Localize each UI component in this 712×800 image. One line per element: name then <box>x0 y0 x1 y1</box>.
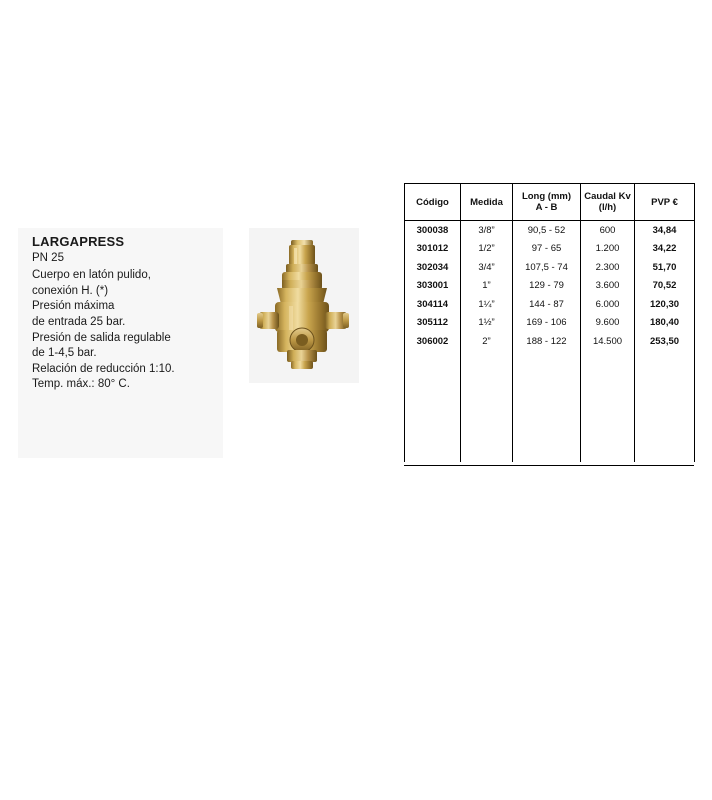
cell-medida: 1” <box>461 277 513 296</box>
empty-cell <box>635 443 695 462</box>
cell-medida: 1/2” <box>461 240 513 259</box>
empty-cell <box>461 388 513 407</box>
empty-cell <box>461 351 513 370</box>
cell-long: 144 - 87 <box>513 295 581 314</box>
description-line: Cuerpo en latón pulido, <box>32 269 151 282</box>
empty-cell <box>513 388 581 407</box>
empty-cell <box>581 388 635 407</box>
empty-cell <box>581 406 635 425</box>
table-empty-row <box>405 388 695 407</box>
empty-cell <box>513 351 581 370</box>
description-line: de entrada 25 bar. <box>32 315 126 328</box>
cell-codigo: 305112 <box>405 314 461 333</box>
cell-long: 169 - 106 <box>513 314 581 333</box>
column-header-caudal <box>581 184 635 221</box>
header-line-1: Caudal Kv <box>584 191 631 202</box>
table-empty-row <box>405 369 695 388</box>
cell-pvp: 34,22 <box>635 240 695 259</box>
empty-cell <box>461 406 513 425</box>
cell-long: 129 - 79 <box>513 277 581 296</box>
cell-medida: 1¼” <box>461 295 513 314</box>
cell-codigo: 301012 <box>405 240 461 259</box>
cell-pvp: 180,40 <box>635 314 695 333</box>
header-line-2: A - B <box>535 202 558 213</box>
table-row <box>405 332 695 351</box>
empty-cell <box>513 406 581 425</box>
empty-cell <box>405 388 461 407</box>
product-title: LARGAPRESS <box>32 234 125 249</box>
header-line-1: Long (mm) <box>521 191 572 202</box>
cell-long: 107,5 - 74 <box>513 258 581 277</box>
cell-long: 97 - 65 <box>513 240 581 259</box>
empty-cell <box>635 388 695 407</box>
cell-medida: 3/8” <box>461 221 513 240</box>
empty-cell <box>405 351 461 370</box>
column-header-long <box>513 184 581 221</box>
cell-pvp: 70,52 <box>635 277 695 296</box>
column-header-pvp <box>635 184 695 221</box>
spec-table <box>404 183 695 462</box>
product-image <box>249 228 359 383</box>
empty-cell <box>635 351 695 370</box>
table-empty-row <box>405 406 695 425</box>
empty-cell <box>461 425 513 444</box>
empty-cell <box>635 369 695 388</box>
product-description-text <box>32 234 222 393</box>
table-empty-row <box>405 425 695 444</box>
empty-cell <box>461 369 513 388</box>
description-line: Temp. máx.: 80° C. <box>32 378 130 391</box>
header-line-2: (l/h) <box>598 202 617 213</box>
cell-pvp: 120,30 <box>635 295 695 314</box>
cell-codigo: 303001 <box>405 277 461 296</box>
cell-long: 188 - 122 <box>513 332 581 351</box>
cell-pvp: 253,50 <box>635 332 695 351</box>
description-line: Relación de reducción 1:10. <box>32 362 175 375</box>
empty-cell <box>405 406 461 425</box>
table-row <box>405 221 695 240</box>
cell-codigo: 304114 <box>405 295 461 314</box>
cell-caudal: 2.300 <box>581 258 635 277</box>
empty-cell <box>405 369 461 388</box>
empty-cell <box>405 425 461 444</box>
description-line: de 1-4,5 bar. <box>32 347 97 360</box>
column-header-codigo <box>405 184 461 221</box>
header-line-1: Código <box>416 196 449 208</box>
cell-caudal: 6.000 <box>581 295 635 314</box>
cell-pvp: 51,70 <box>635 258 695 277</box>
empty-cell <box>513 369 581 388</box>
description-line: conexión H. (*) <box>32 284 109 297</box>
table-row <box>405 240 695 259</box>
cell-medida: 1½” <box>461 314 513 333</box>
cell-caudal: 9.600 <box>581 314 635 333</box>
cell-pvp: 34,84 <box>635 221 695 240</box>
header-line-1: Medida <box>470 196 503 208</box>
cell-codigo: 300038 <box>405 221 461 240</box>
table-empty-row <box>405 443 695 462</box>
column-header-medida <box>461 184 513 221</box>
empty-cell <box>635 425 695 444</box>
table-row <box>405 277 695 296</box>
cell-medida: 2” <box>461 332 513 351</box>
cell-caudal: 14.500 <box>581 332 635 351</box>
table-bottom-border <box>404 465 694 466</box>
cell-codigo: 302034 <box>405 258 461 277</box>
empty-cell <box>405 443 461 462</box>
table-empty-row <box>405 351 695 370</box>
empty-cell <box>581 443 635 462</box>
spec-table-container <box>404 183 694 466</box>
empty-cell <box>635 406 695 425</box>
cell-codigo: 306002 <box>405 332 461 351</box>
empty-cell <box>461 443 513 462</box>
table-row <box>405 258 695 277</box>
valve-illustration <box>249 228 359 383</box>
cell-caudal: 600 <box>581 221 635 240</box>
empty-cell <box>513 425 581 444</box>
table-header-row <box>405 184 695 221</box>
table-body <box>405 221 695 462</box>
empty-cell <box>513 443 581 462</box>
description-line: Presión de salida regulable <box>32 331 171 344</box>
table-row <box>405 314 695 333</box>
description-line: Presión máxima <box>32 300 115 313</box>
cell-caudal: 3.600 <box>581 277 635 296</box>
empty-cell <box>581 351 635 370</box>
empty-cell <box>581 425 635 444</box>
product-subtitle: PN 25 <box>32 251 64 264</box>
cell-long: 90,5 - 52 <box>513 221 581 240</box>
table-row <box>405 295 695 314</box>
cell-medida: 3/4” <box>461 258 513 277</box>
empty-cell <box>581 369 635 388</box>
cell-caudal: 1.200 <box>581 240 635 259</box>
header-line-1: PVP € <box>651 196 678 208</box>
